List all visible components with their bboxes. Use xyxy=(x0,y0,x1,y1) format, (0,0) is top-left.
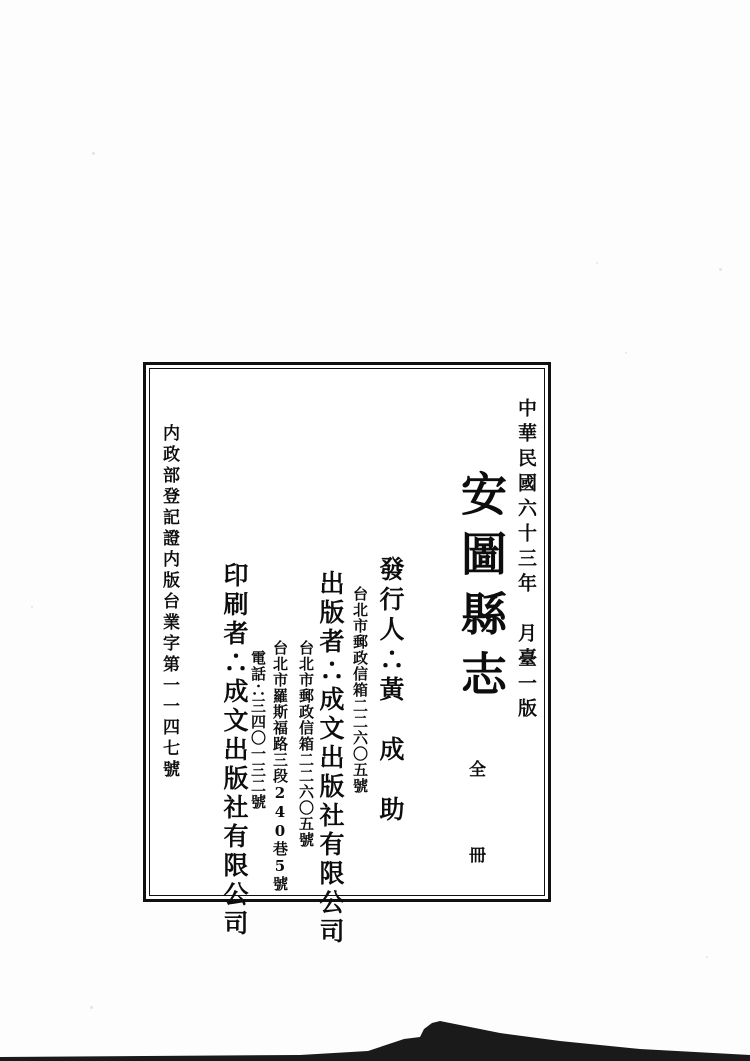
book-title-volume: 全 冊 xyxy=(465,760,485,889)
publisher-name: 出版者∴成文出版社有限公司 xyxy=(316,570,345,947)
scan-speck xyxy=(92,152,95,155)
book-title: 安圖縣志 xyxy=(454,470,508,710)
printer-name: 印刷者∴成文出版社有限公司 xyxy=(220,562,249,939)
page-edge-artifact xyxy=(0,999,750,1061)
publisher-address-2: 台北市羅斯福路三段240巷5號 xyxy=(271,640,289,892)
issuer-address: 台北市郵政信箱二二六〇五號 xyxy=(351,586,369,794)
scan-speck xyxy=(625,352,627,354)
scan-speck xyxy=(706,956,708,958)
scan-speck xyxy=(596,262,598,264)
publication-date: 中華民國六十三年 月臺一版 xyxy=(515,398,537,723)
publisher-phone: 電話∴三四〇一三二號 xyxy=(249,650,267,810)
registration-number: 内政部登記證内版台業字第一一四七號 xyxy=(159,424,179,781)
issuer-name: 發行人∴黃 成 助 xyxy=(376,556,405,826)
scan-speck xyxy=(719,268,722,271)
publisher-address-1: 台北市郵政信箱二二六〇五號 xyxy=(297,640,315,848)
scan-speck xyxy=(31,606,33,608)
